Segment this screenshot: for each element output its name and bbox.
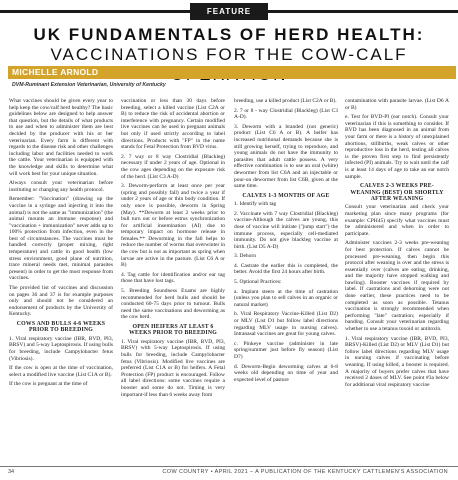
paragraph: 1. Identify with tag	[234, 201, 277, 208]
paragraph: 3. Deworm with a branded (not generic) product (List C6 A or B). A heifer has increased nutritional demands because she is still growing herself, trying to reproduce, and young animals do not have the immunity to parasites that adult cattle possess. A very effective combination is to use an oral (white) dewormer from list C6A and an injectable or pour-on dewormer from list C6B, given at the same time.	[234, 123, 338, 190]
paragraph: What vaccines should be given every year to help keep the cow/calf herd healthy? The basic guidelines below are designed to help answer that question, but the details of what products to use and when to administer them are best decided by the producer with his or her veterinarian. Every farm is different with regards to the disease risk and other challenges including labor and facilities needed to work the cattle. Your veterinarian is equipped with the knowledge and skills to determine what will work best for your unique situation.	[9, 98, 113, 177]
paragraph: 1. Viral respiratory vaccine (IBR, BVD, PI3, BRSV) and 5-way Leptospirosis. If using bulls for breeding, include Campylobacter fetus (Vibriosis).	[9, 335, 113, 362]
article-title-line1: UK FUNDAMENTALS OF HERD HEALTH:	[33, 25, 425, 44]
paragraph: 2. 7 or 8 - way Clostridial (Blackleg) (List C3 A-D).	[234, 107, 338, 121]
author-affiliation: DVM-Ruminant Extension Veterinarian, University of Kentucky	[12, 82, 166, 88]
article-title-line2: VACCINATIONS FOR THE COW-CALF	[50, 45, 408, 64]
paragraph: Consult your veterinarian and check your marketing plan since many programs (for example: CPH45) specify what vaccines must be administered and when in order to participate.	[345, 204, 449, 237]
paragraph: Always consult your veterinarian before instituting or changing any health protocol.	[9, 180, 113, 193]
paragraph: vaccination or less than 30 days before breeding, select a killed vaccine (List C2A or B) to reduce the risk of accidental abortion or interference with pregnancy. Certain modified live vaccines can be used in pregnant animals but only if used strictly according to label directions. Products with "FP" in the name stands for Fetal Protection from BVD virus.	[121, 98, 225, 151]
paragraph: The provided list of vaccines and discussion on pages 36 and 37 is for example purposes only and should not be considered an endorsement of products by the University of Kentucky.	[9, 285, 113, 318]
section-heading: OPEN HEIFERS AT LEAST 6 WEEKS PRIOR TO BREEDING	[129, 324, 217, 337]
paragraph: 4. Tag cattle for identification and/or ear tag those that have lost tags.	[121, 271, 225, 285]
feature-header	[0, 0, 458, 22]
paragraph: 2. Vaccinate with 7 way Clostridial (Blackleg) vaccine-Although the calves are young, this dose of vaccine will initiate ("jump start") the immune process, especially cell-mediated immunity. Do not give blackleg vaccine at birth. (List D5 A-D)	[234, 210, 338, 250]
section-heading: COWS AND BULLS 4-6 WEEKS PRIOR TO BREEDING	[16, 321, 106, 334]
paragraph: 1. Viral respiratory vaccine (IBR, BVD, PI3, BRSV) with 5-way Leptospirosis. If using bulls for breeding, include Campylobacter fetus (Vibriosis). Modified live vaccines are preferred (List C1A or B) for heifers. A Fetal Protection (FP) product is encouraged. Follow all label directions: some vaccines require a booster and some do not. Timing is very important-if less than 6 weeks away from	[121, 338, 225, 398]
column-4	[345, 98, 449, 391]
paragraph: 3. Dehorn	[234, 253, 256, 260]
paragraph: d. Deworm-Begin deworming calves at 6-8 weeks old depending on time of year and expected level of pasture	[234, 363, 338, 383]
paragraph: e. Test for BVD-PI (ear notch). Consult your veterinarian if this is something to consider. If BVD has been diagnosed in an animal from your farm or there is a history of unexplained abortions, stillbirths, weak calves or other reproductive loss in the herd, testing all calves is the proven first step to find persistently infected (PI) animals. Try to wait until the calf is at least 14 days of age to take an ear notch sample.	[345, 114, 449, 180]
paragraph: 3. Deworm-perform at least once per year (spring and possibly fall) and twice a year if under 2 years of age or thin body condition. If only once is possible, deworm in Spring (May). **Deworm at least 2 weeks prior to bull turn out or before estrus synchronization for artificial insemination (AI) due to temporary impact on hormone release in females.** Deworming in the fall helps to reduce the number of worms that overwinter in the cow but is not as important as spring when larvae are active in the pasture. (List C6 A or B)	[121, 183, 225, 269]
column-2	[121, 98, 225, 401]
paragraph: contamination with parasite larvae. (List D6 A or B)	[345, 98, 449, 111]
publication-credit: COW COUNTRY • APRIL 2021 – A PUBLICATION OF THE KENTUCKY CATTLEMEN'S ASSOCIATION	[162, 469, 448, 475]
paragraph: 5. Optional Practices:	[234, 279, 282, 286]
author-name: MICHELLE ARNOLD	[12, 67, 99, 77]
paragraph: Administer vaccines 2-3 weeks pre-weaning for best protection. If calves cannot be processed pre-weaning, then begin this protocol after weaning is over and the stress is essentially over (calves are eating, drinking, and the majority have stopped walking and bawling). Booster vaccines if required by label. If castrations and dehorning were not done earlier, these practices need to be completed as soon as possible. Tetanus vaccination is strongly recommended when performing "late" castration; especially if banding. Consult your veterinarian regarding whether to use a tetanus toxoid or antitoxin.	[345, 240, 449, 333]
column-3	[234, 98, 338, 386]
paragraph: 2. 7 way or 8 way Clostridial (Blackleg) necessary if under 2 years of age. Optional in the cow ages depending on the exposure risk of the herd. (List C3 A-D)	[121, 153, 225, 180]
footer-rule	[0, 466, 458, 467]
paragraph: breeding, use a killed product (List C2A or B).	[234, 98, 337, 104]
paragraph: a. Implant steers at the time of castration (unless you plan to sell calves in an organic or natural market)	[234, 288, 338, 308]
paragraph: 5. Breeding Soundness Exams are highly recommended for herd bulls and should be conducted 60-75 days prior to turnout. Bulls need the same vaccinations and deworming as the cow herd.	[121, 288, 225, 321]
paragraph: Remember: "Vaccination" (drawing up the vaccine in a syringe and injecting it into the animal) is not the same as "immunization" (the animal mounts an immune response) and "vaccination + immunization" never adds up to 100% protection from infection, even in the best of circumstances. The vaccines must be handled correctly (proper mixing, right temperature) and cattle in good health (low stress environment, good plane of nutrition, trace mineral needs met, minimal parasites present) in order to get the most response from vaccines.	[9, 196, 113, 282]
paragraph: b. Viral Respiratory Vaccine-Killed (List D2) or MLV (List D1 but follow label directions regarding MLV usage in nursing calves). Intranasal vaccines are great for young calves.	[234, 311, 338, 338]
paragraph: If the cow is pregnant at the time of	[9, 381, 88, 388]
section-heading: CALVES 2-3 WEEKS PRE-WEANING (BEST) OR SHORTLY AFTER WEANING	[350, 183, 444, 202]
paragraph: c. Pinkeye vaccine (administer in late spring/summer just before fly season) (List D7)	[234, 340, 338, 360]
paragraph: 4. Castrate the earlier this is completed, the better. Avoid the first 24 hours after birth.	[234, 262, 338, 276]
author-bar	[8, 66, 456, 79]
paragraph: 1. Viral respiratory vaccine (IBR, BVD, PI3, BRSV)-Killed (List D2) or MLV (List D1) but follow label directions regarding MLV usage in nursing calves if vaccinating before weaning. If using killed, a booster is required. A majority of buyers prefer calves that have received 2 doses of MLV. See point #3a below for additional viral respiratory vaccine	[345, 335, 449, 388]
section-heading: CALVES 1-3 MONTHS OF AGE	[242, 192, 330, 199]
paragraph: If the cow is open at the time of vaccination, select a modified live vaccine (List C1A or B).	[9, 365, 113, 378]
section-label: FEATURE	[190, 3, 268, 20]
column-1	[9, 98, 113, 391]
page-number: 34	[8, 469, 15, 475]
